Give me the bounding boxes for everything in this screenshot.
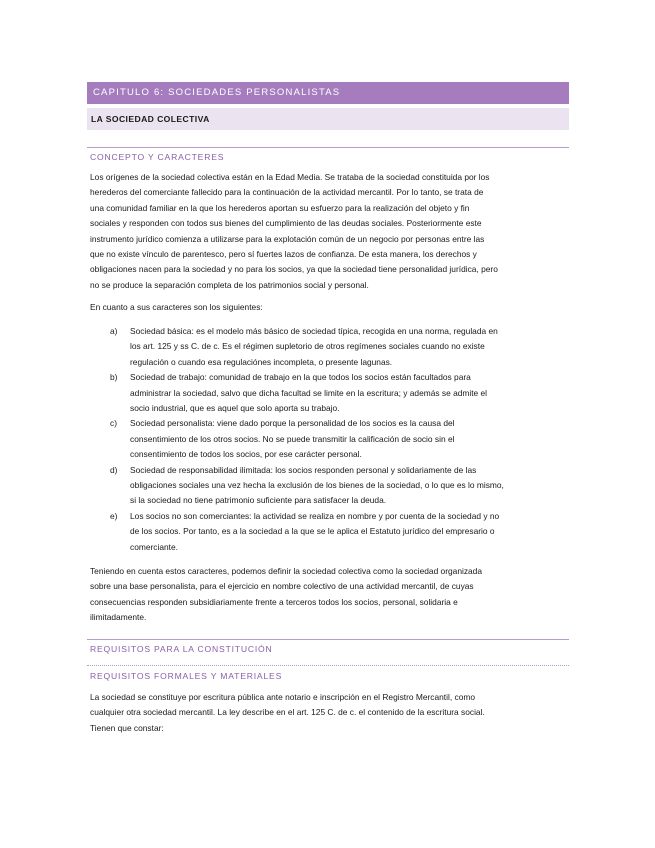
text-line: ilimitadamente. [90, 612, 147, 623]
text-line: si la sociedad no tiene patrimonio suficiente para satisfacer la deuda. [130, 495, 387, 506]
text-line: comerciante. [130, 541, 178, 552]
list-marker: e) [110, 510, 118, 521]
list-item [90, 463, 566, 509]
text-line: Sociedad de responsabilidad ilimitada: los socios responden personal y solidariamente de las [130, 464, 477, 475]
list-item [90, 416, 566, 462]
divider [87, 147, 569, 148]
divider [87, 639, 569, 640]
requisitos-paragraph [90, 690, 566, 736]
chapter-title: CAPITULO 6: SOCIEDADES PERSONALISTAS [87, 82, 569, 104]
text-line: de los socios. Por tanto, es a la sociedad a la que se le aplica el Estatuto jurídico del empresario o [130, 526, 495, 537]
text-line: socio industrial, que es aquel que solo aporta su trabajo. [130, 403, 340, 414]
concepto-intro-paragraph [90, 170, 566, 293]
caracteres-intro: En cuanto a sus caracteres son los siguientes: [90, 302, 263, 312]
text-line: no se produce la separación completa de los patrimonios social y personal. [90, 279, 369, 290]
list-marker: c) [110, 418, 117, 429]
divider [87, 665, 569, 666]
text-line: una comunidad familiar en la que los herederos aportan su esfuerzo para la realización del objeto y fin [90, 202, 470, 213]
list-marker: b) [110, 372, 118, 383]
section-title: LA SOCIEDAD COLECTIVA [87, 108, 569, 130]
text-line: sobre una base personalista, para el ejercicio en nombre colectivo de una actividad mercantil, de cuyas [90, 581, 474, 592]
requisitos-heading: REQUISITOS PARA LA CONSTITUCIÓN [90, 644, 273, 654]
text-line: que no existe vínculo de parentesco, pero sí fuertes lazos de confianza. De esta manera, los derechos y [90, 249, 477, 260]
text-line: consentimiento de los otros socios. No se puede transmitir la calificación de socio sin el [130, 433, 455, 444]
text-line: cualquier otra sociedad mercantil. La ley describe en el art. 125 C. de c. el contenido de la escritura social. [90, 707, 485, 718]
requisitos-subheading: REQUISITOS FORMALES Y MATERIALES [90, 671, 283, 681]
text-line: obligaciones sociales una vez hecha la exclusión de los bienes de la sociedad, o lo que es lo mismo, [130, 480, 504, 491]
text-line: administrar la sociedad, salvo que dicha facultad se limite en la escritura; y además se admite el [130, 387, 488, 398]
text-line: los art. 125 y ss C. de c. Es el régimen supletorio de otros regímenes sociales cuando no existe [130, 341, 485, 352]
text-line: La sociedad se constituye por escritura pública ante notario e inscripción en el Registro Mercantil, como [90, 692, 475, 702]
text-line: Sociedad básica: es el modelo más básico de sociedad típica, recogida en una norma, regulada en [130, 326, 498, 336]
text-line: regulación o cuando esa regulaciónes incompleta, o presente lagunas. [130, 356, 393, 367]
list-item [90, 509, 566, 555]
text-line: Los orígenes de la sociedad colectiva están en la Edad Media. Se trataba de la sociedad constituida por los [90, 172, 490, 182]
text-line: Sociedad personalista: viene dado porque la personalidad de los socios es la causa del [130, 418, 455, 429]
list-item [90, 370, 566, 416]
text-line: obligaciones nacen para la sociedad y no para los socios, ya que la sociedad tiene personalidad jurídica, pero [90, 264, 498, 275]
text-line: instrumento jurídico comienza a utilizarse para la explotación común de un negocio por personas entre las [90, 233, 485, 244]
list-marker: d) [110, 464, 118, 475]
list-item [90, 324, 566, 370]
text-line: Teniendo en cuenta estos caracteres, podemos definir la sociedad colectiva como la sociedad organizada [90, 566, 482, 576]
text-line: Sociedad de trabajo: comunidad de trabajo en la que todos los socios están facultados para [130, 372, 471, 383]
conclusion-paragraph [90, 564, 566, 626]
text-line: Tienen que constar: [90, 722, 164, 733]
text-line: herederos del comerciante fallecido para la continuación de la actividad mercantil. Por lo tanto, se trata de [90, 187, 484, 198]
caracteres-list [90, 324, 566, 555]
concepto-heading: CONCEPTO Y CARACTERES [90, 152, 225, 162]
text-line: consentimiento de todos los socios, por ese carácter personal. [130, 449, 362, 460]
text-line: consecuencias responden subsidiariamente frente a terceros todos los socios, personal, solidaria e [90, 596, 458, 607]
text-line: Los socios no son comerciantes: la actividad se realiza en nombre y por cuenta de la sociedad y no [130, 510, 500, 521]
text-line: sociales y responden con todos sus bienes del cumplimiento de las deudas sociales. Posteriormente este [90, 218, 482, 229]
list-marker: a) [110, 326, 118, 336]
